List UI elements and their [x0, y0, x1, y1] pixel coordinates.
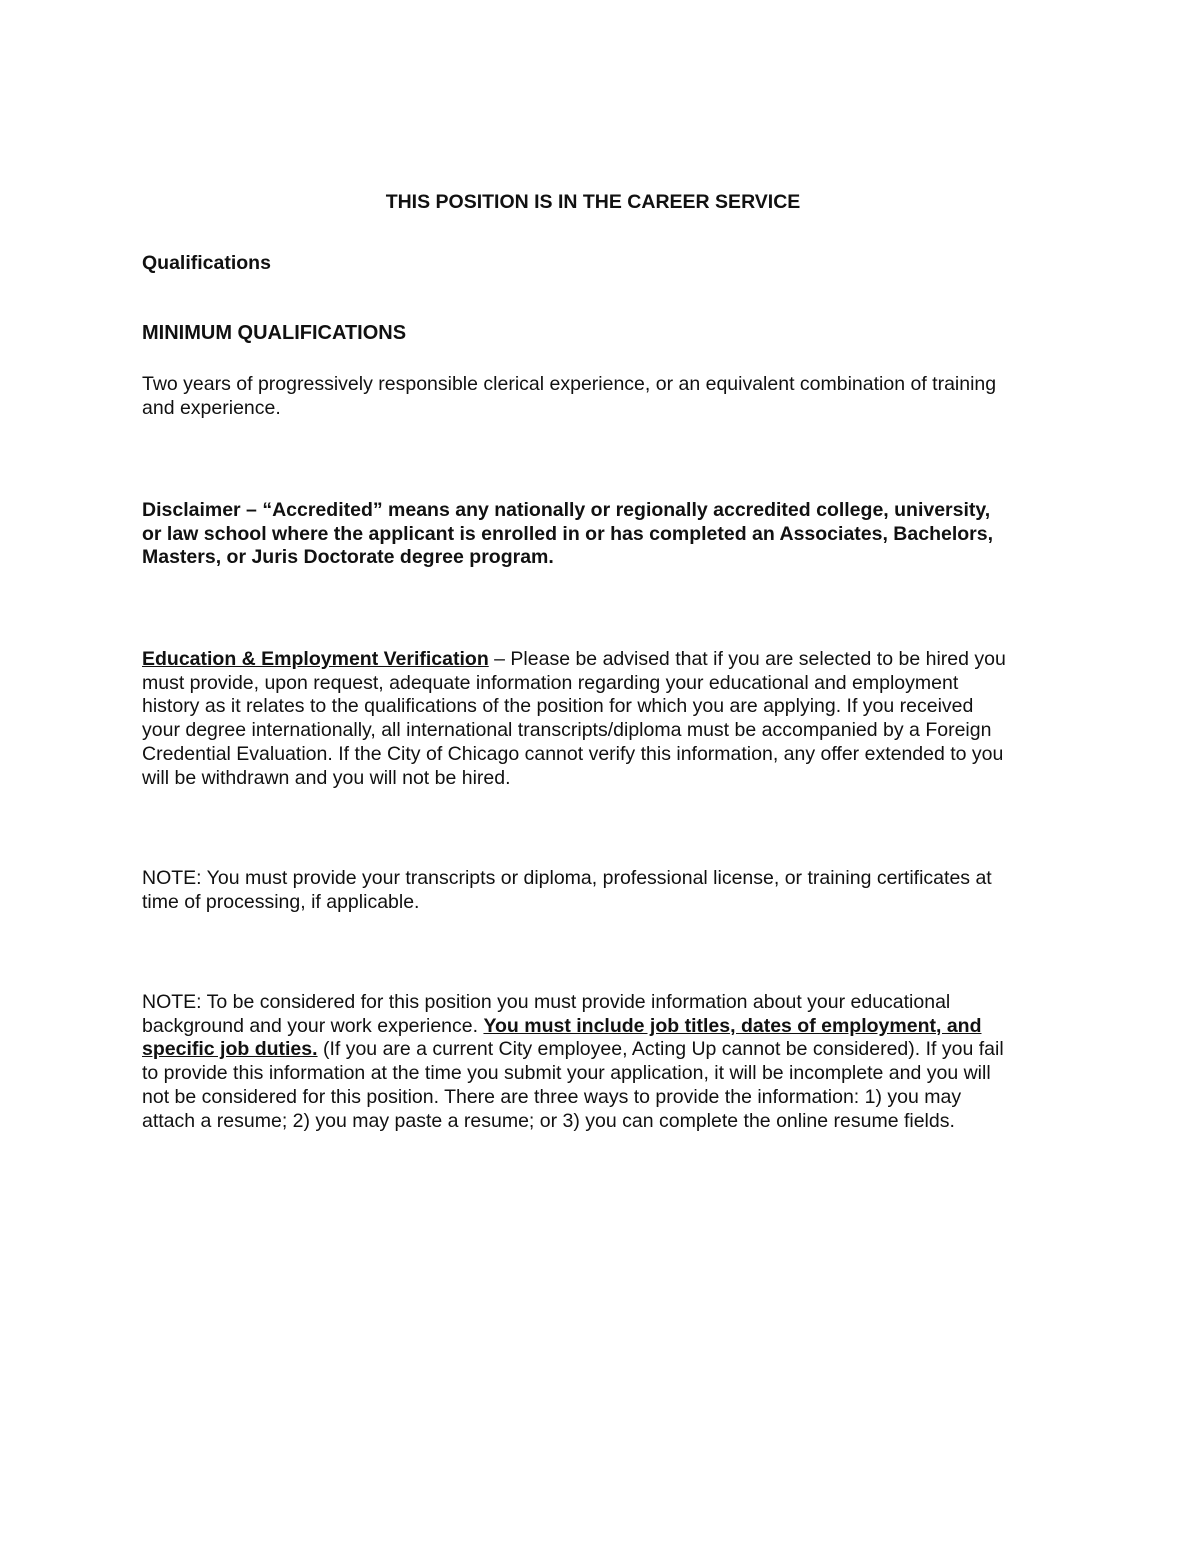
minimum-qualifications-text: Two years of progressively responsible clerical experience, or an equivalent combination of training and experience. [142, 373, 997, 419]
note-considered-paragraph [142, 991, 1082, 1133]
verification-text: – Please be advised that if you are selected to be hired you must provide, upon request, adequate information regarding your educational and employment history as it relates to the qualifications of the position for which you are applying. If you received your degree internationally, all international transcripts/diploma must be accompanied by a Foreign Credential Evaluation. If the City of Chicago cannot verify this information, any offer extended to you will be withdrawn and you will not be hired. [142, 648, 1006, 789]
verification-heading: Education & Employment Verification [142, 648, 489, 670]
page-title: THIS POSITION IS IN THE CAREER SERVICE [385, 191, 801, 213]
note-text-part1: NOTE: To be considered for this position you must provide information about your educational background and your work experience. [142, 991, 951, 1037]
verification-paragraph [142, 648, 1082, 790]
note-documents-paragraph: NOTE: You must provide your transcripts or diploma, professional license, or training certificates at time of processing, if applicable. [142, 867, 992, 913]
minimum-qualifications-heading: MINIMUM QUALIFICATIONS [142, 322, 407, 344]
disclaimer-paragraph: Disclaimer – “Accredited” means any nationally or regionally accredited college, university, or law school where the applicant is enrolled in or has completed an Associates, Bachelors, Masters, or Juris Doctorate degree program. [142, 499, 994, 569]
note-text-part2: (If you are a current City employee, Acting Up cannot be considered). If you fail to provide this information at the time you submit your application, it will be incomplete and you will not be considered for this position. There are three ways to provide the information: 1) you may attach a resume; 2) you may paste a resume; or 3) you can complete the online resume fields. [142, 1038, 1004, 1132]
note-emphasis: You must include job titles, dates of employment, and specific job duties. [142, 1014, 982, 1061]
qualifications-heading: Qualifications [142, 252, 271, 274]
